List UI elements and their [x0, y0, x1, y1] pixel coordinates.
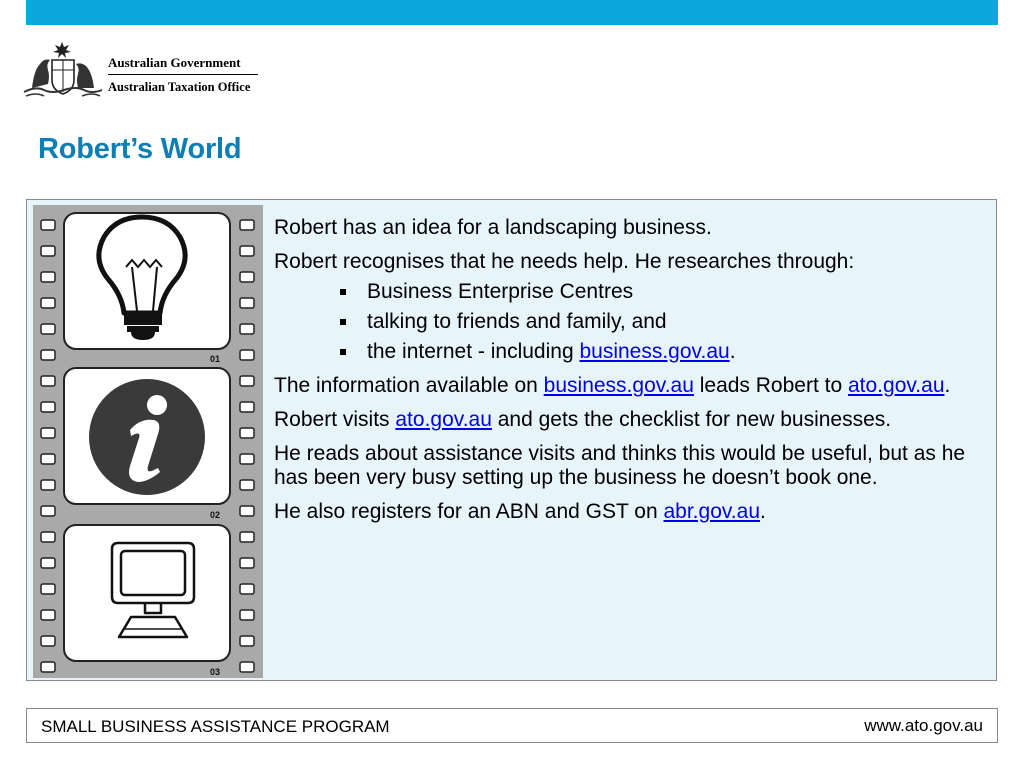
sprocket-hole [41, 298, 55, 308]
sprocket-hole [41, 610, 55, 620]
paragraph-visits: Robert visits ato.gov.au and gets the checklist for new businesses. [274, 408, 892, 431]
sprocket-hole [41, 246, 55, 256]
filmstrip-image [33, 205, 263, 678]
sprocket-hole [41, 636, 55, 646]
ato-logo [22, 40, 262, 102]
sprocket-hole [240, 610, 254, 620]
sprocket-hole [240, 454, 254, 464]
sprocket-hole [240, 402, 254, 412]
sprocket-hole [41, 220, 55, 230]
sprocket-hole [240, 584, 254, 594]
paragraph-registers: He also registers for an ABN and GST on abr.gov.au. [274, 500, 766, 523]
paragraph-idea: Robert has an idea for a landscaping business. [274, 216, 712, 239]
frame-number-02: 02 [209, 510, 220, 520]
logo-government-text: Australian Government [108, 56, 258, 75]
paragraph-help: Robert recognises that he needs help. He researches through: [274, 250, 855, 273]
sprocket-hole [41, 506, 55, 516]
sprocket-hole [240, 558, 254, 568]
sprocket-hole [240, 428, 254, 438]
sprocket-hole [240, 376, 254, 386]
sprocket-hole [41, 272, 55, 282]
sprocket-hole [240, 350, 254, 360]
ato-gov-link[interactable]: ato.gov.au [847, 374, 945, 397]
sprocket-hole [41, 662, 55, 672]
frame-number-03: 03 [209, 667, 220, 677]
list-item: talking to friends and family, and [274, 310, 979, 334]
sprocket-hole [41, 350, 55, 360]
footer-bar [26, 708, 998, 743]
sprocket-hole [240, 246, 254, 256]
sprocket-hole [41, 324, 55, 334]
sprocket-hole [240, 636, 254, 646]
frame-number-01: 01 [209, 354, 220, 364]
page-title: Robert’s World [38, 133, 242, 165]
paragraph-information: The information available on business.gov.au leads Robert to ato.gov.au. [274, 374, 951, 397]
footer-program-name: SMALL BUSINESS ASSISTANCE PROGRAM [41, 717, 390, 736]
sprocket-hole [240, 506, 254, 516]
list-item: Business Enterprise Centres [274, 280, 979, 304]
sprocket-hole [41, 376, 55, 386]
sprocket-hole [240, 324, 254, 334]
logo-ato-text: Australian Taxation Office [108, 80, 251, 94]
business-gov-link[interactable]: business.gov.au [543, 374, 694, 397]
sprocket-hole [240, 532, 254, 542]
top-accent-bar [26, 0, 998, 25]
sprocket-hole [240, 662, 254, 672]
info-icon [89, 379, 205, 495]
sprocket-hole [240, 272, 254, 282]
abr-gov-link[interactable]: abr.gov.au [663, 500, 761, 523]
sprocket-hole [41, 480, 55, 490]
sprocket-hole [41, 584, 55, 594]
list-item: the internet - including business.gov.au. [274, 340, 979, 364]
paragraph-assistance: He reads about assistance visits and thinks this would be useful, but as he has been very busy setting up the business he doesn’t book one. [274, 442, 966, 489]
ato-gov-link[interactable]: ato.gov.au [395, 408, 492, 431]
footer-url: www.ato.gov.au [864, 716, 983, 735]
sprocket-hole [240, 220, 254, 230]
sprocket-hole [41, 402, 55, 412]
sprocket-hole [41, 454, 55, 464]
sprocket-hole [41, 558, 55, 568]
sprocket-hole [41, 428, 55, 438]
coat-of-arms-icon [22, 40, 104, 100]
content-panel [26, 199, 997, 681]
sprocket-hole [41, 532, 55, 542]
sprocket-hole [240, 480, 254, 490]
story-text [274, 216, 979, 534]
research-list [274, 280, 979, 364]
sprocket-hole [240, 298, 254, 308]
business-gov-link[interactable]: business.gov.au [579, 340, 730, 363]
